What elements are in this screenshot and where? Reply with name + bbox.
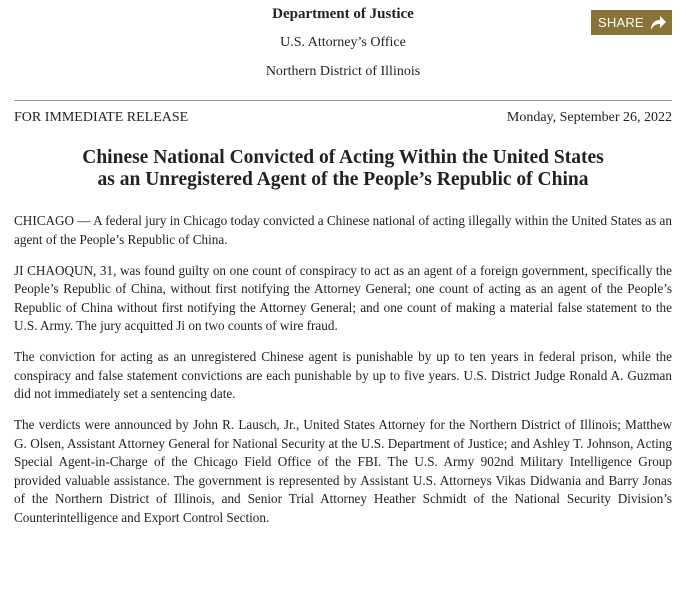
header-divider <box>14 100 672 101</box>
article-paragraph: JI CHAOQUN, 31, was found guilty on one count of conspiracy to act as an agent of a foreign government, specifically the People’s Republic of China, without first notifying the Attorney General; one count of acting as an agent of the People’s Republic of China without first notifying the Attorney General; and one count of making a material false statement to the U.S. Army. The jury acquitted Ji on two counts of wire fraud. <box>14 262 672 333</box>
article-paragraph: The conviction for acting as an unregistered Chinese agent is punishable by up to ten years in federal prison, while the conspiracy and false statement convictions are each punishable by up to five years. U.S. District Judge Ronald A. Guzman did not immediately set a sentencing date. <box>14 349 672 401</box>
article-paragraph: CHICAGO — A federal jury in Chicago today convicted a Chinese national of acting illegally within the United States as an agent of the People’s Republic of China. <box>14 213 672 247</box>
release-date: Monday, September 26, 2022 <box>506 110 672 125</box>
press-release-header <box>0 0 686 100</box>
article-title <box>14 147 672 191</box>
agency-name: Department of Justice <box>272 6 414 22</box>
share-button[interactable] <box>591 10 672 35</box>
article-body <box>14 212 672 540</box>
share-label: SHARE <box>598 15 644 30</box>
office-name: U.S. Attorney’s Office <box>280 35 406 50</box>
article-paragraph: The verdicts were announced by John R. Lausch, Jr., United States Attorney for the Northern District of Illinois; Matthew G. Olsen, Assistant Attorney General for National Security at the U.S. Department of Justice; and Ashley T. Johnson, Acting Special Agent-in-Charge of the Chicago Field Office of the FBI. The U.S. Army 902nd Military Intelligence Group provided valuable assistance. The government is represented by Assistant U.S. Attorneys Vikas Didwania and Barry Jonas of the Northern District of Illinois, and Senior Trial Attorney Heather Schmidt of the National Security Division’s Counterintelligence and Export Control Section. <box>14 417 672 525</box>
title-line-2: as an Unregistered Agent of the People’s Republic of China <box>97 169 589 190</box>
title-line-1: Chinese National Convicted of Acting Within the United States <box>82 147 604 168</box>
district-name: Northern District of Illinois <box>265 64 421 79</box>
share-arrow-icon <box>648 13 668 32</box>
release-label: FOR IMMEDIATE RELEASE <box>14 110 189 125</box>
